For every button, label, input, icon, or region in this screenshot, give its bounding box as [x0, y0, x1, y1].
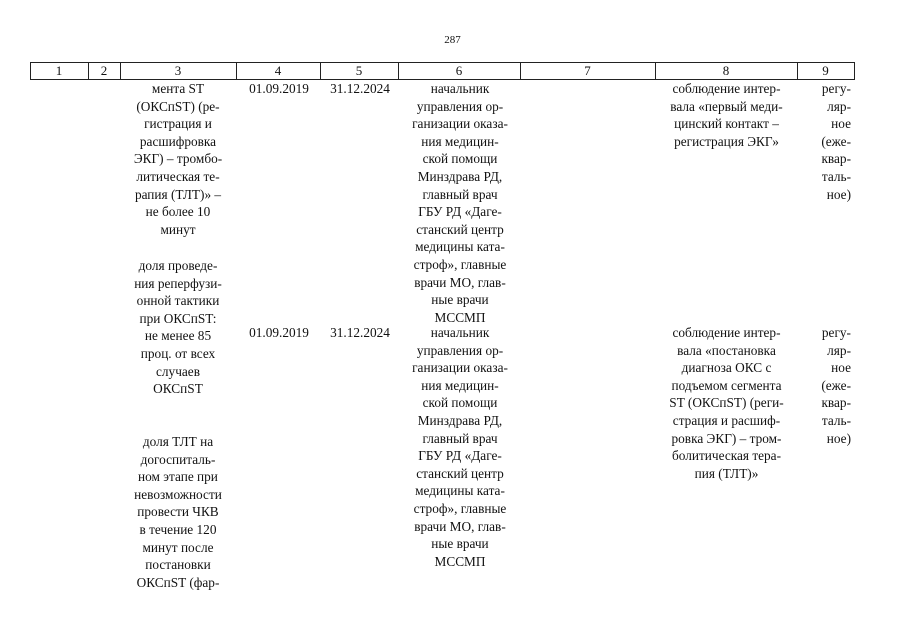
row2-start-date: 01.09.2019	[249, 325, 309, 340]
col-header-4: 4	[274, 63, 282, 78]
row1-responsible: начальник управления ор- ганизации оказа- ния медицин- ской помощи Минздрава РД, главный врач ГБУ РД «Даге- станский центр медицины ката- строф», главные врачи МО, глав- ные врачи МССМП	[412, 81, 508, 325]
col-header-9: 9	[822, 63, 829, 78]
row1-indicator: мента ST (ОКСпST) (ре- гистрация и расшифровка ЭКГ) – тромбо- литическая те- рапия (ТЛТ)» – не более 10 минут	[133, 81, 223, 237]
row2-indicator: доля проведе- ния реперфузи- онной тактики при ОКСпST: не менее 85 проц. от всех случаев ОКСпST доля ТЛТ на догоспиталь- ном этапе при невозможности провести ЧКВ в течение 120 минут после постановки ОКСпST (фар-	[134, 258, 222, 590]
col-header-7: 7	[584, 63, 591, 78]
row2-responsible: начальник управления ор- ганизации оказа- ния медицин- ской помощи Минздрава РД, главный врач ГБУ РД «Даге- станский центр медицины ката- строф», главные врачи МО, глав- ные врачи МССМП	[412, 325, 508, 569]
col-header-5: 5	[355, 63, 363, 78]
col-header-2: 2	[100, 63, 108, 78]
page-number: 287	[444, 34, 461, 46]
row1-result: соблюдение интер- вала «первый меди- цинский контакт – регистрация ЭКГ»	[670, 81, 783, 149]
col-header-8: 8	[722, 63, 730, 78]
row2-result: соблюдение интер- вала «постановка диагноза ОКС с подъемом сегмента ST (ОКСпST) (реги- страция и расшиф- ровка ЭКГ) – тром- болитическая тера- пия (ТЛТ)»	[669, 325, 784, 481]
col-header-6: 6	[455, 63, 463, 78]
row1-start-date: 01.09.2019	[249, 81, 309, 96]
row1-end-date: 31.12.2024	[330, 81, 390, 96]
col-header-1: 1	[55, 63, 63, 78]
col-header-3: 3	[174, 63, 182, 78]
col-border	[854, 62, 855, 80]
row1-frequency: регу- ляр- ное (еже- квар- таль- ное)	[821, 81, 851, 202]
row2-end-date: 31.12.2024	[330, 325, 390, 340]
row2-frequency: регу- ляр- ное (еже- квар- таль- ное)	[821, 325, 851, 446]
